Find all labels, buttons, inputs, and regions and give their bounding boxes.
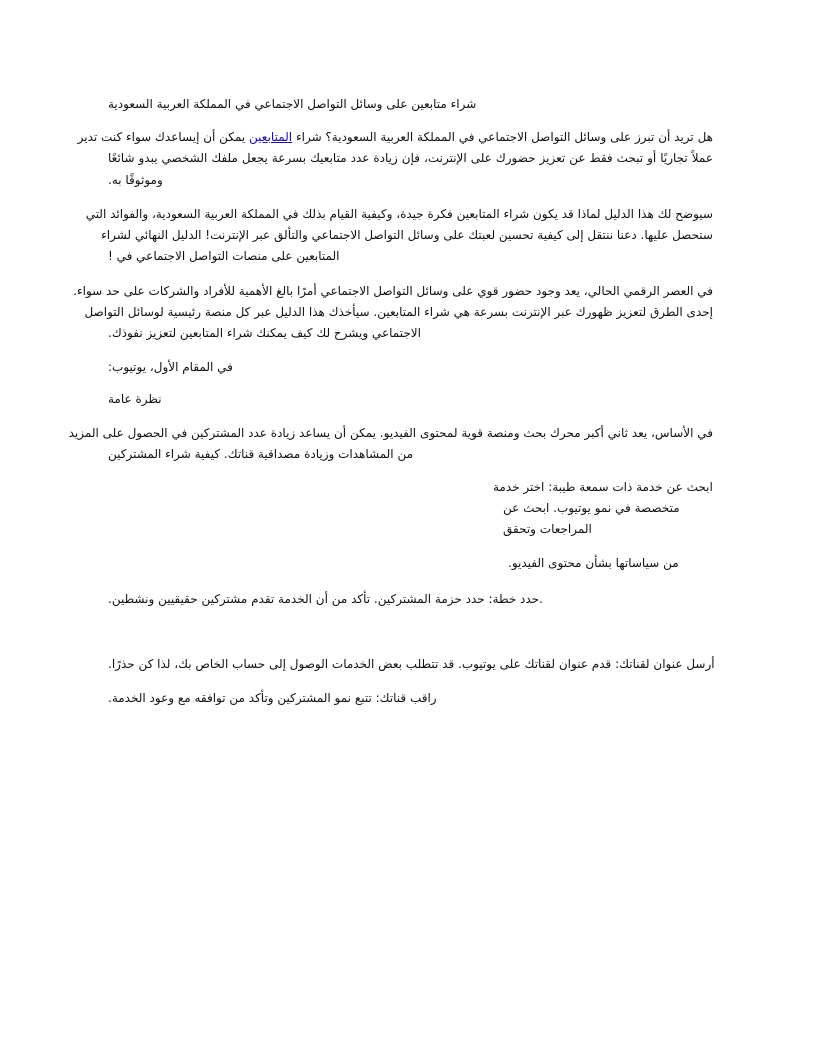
intro-line: عملاً تجاريًا أو تبحث فقط عن تعزيز حضورك على الإنترنت، فإن زيادة عدد متابعيك بسرعة يجعل ملفك الشخصي يبدو شائعًا (108, 151, 713, 165)
era-line: الاجتماعي ويشرح لك كيف يمكنك شراء المتابعين لتعزيز نفوذك. (108, 326, 421, 340)
document-title: شراء متابعين على وسائل التواصل الاجتماعي في المملكة العربية السعودية (108, 97, 477, 111)
monitor-line: راقب قناتك: تتبع نمو المشتركين وتأكد من توافقه مع وعود الخدمة. (108, 691, 437, 705)
intro-text: يمكن أن إيساعدك سواء كنت تدير (77, 130, 246, 144)
intro-line: وموثوقًا به. (108, 173, 163, 187)
era-line: في العصر الرقمي الحالي، يعد وجود حضور قوي على وسائل التواصل الاجتماعي أمرًا بالغ الأهمية للأفراد والشركات على حد سواء. (73, 284, 713, 298)
overview-line: من المشاهدات وزيادة مصداقية قناتك. كيفية شراء المشتركين (108, 447, 414, 461)
step-line: المراجعات وتحقق (503, 522, 592, 536)
intro-line (77, 128, 713, 146)
intro-text: هل تريد أن تبرز على وسائل التواصل الاجتماعي في المملكة العربية السعودية؟ شراء (295, 130, 713, 144)
era-line: إحدى الطرق لتعزيز ظهورك عبر الإنترنت بسرعة هي شراء المتابعين. سيأخذك هذا الدليل عبر كل منصة رئيسية لوسائل التواصل (84, 305, 713, 319)
plan-line: .حدد خطة: حدد حزمة المشتركين. تأكد من أن الخدمة تقدم مشتركين حقيقيين ونشطين. (108, 592, 543, 606)
step-line: متخصصة في نمو يوتيوب. ابحث عن (503, 501, 680, 515)
guide-line: سيوضح لك هذا الدليل لماذا قد يكون شراء المتابعين فكرة جيدة، وكيفية القيام بذلك في المملكة العربية السعودية، والفوائد التي (85, 207, 713, 221)
step-line: من سياساتها بشأن محتوى الفيديو. (508, 556, 679, 570)
step-line: ابحث عن خدمة ذات سمعة طيبة: اختر خدمة (493, 480, 713, 494)
overview-line: في الأساس، يعد ثاني أكبر محرك بحث ومنصة قوية لمحتوى الفيديو. يمكن أن يساعد زيادة عدد المشتركين في الحصول على المزيد (68, 426, 713, 440)
followers-link[interactable]: المتابعين (249, 130, 293, 144)
guide-line: المتابعين على منصات التواصل الاجتماعي في ! (108, 249, 340, 263)
section-heading: في المقام الأول، يوتيوب: (108, 360, 233, 374)
guide-line: ستحصل عليها. دعنا ننتقل إلى كيفية تحسين لعبتك على وسائل التواصل الاجتماعي والتألق عبر الإنترنت! الدليل النهائي لشراء (101, 228, 713, 242)
address-line: أرسل عنوان لقناتك: قدم عنوان لقناتك على يوتيوب. قد تتطلب بعض الخدمات الوصول إلى حساب الخاص بك، لذا كن حذرًا. (108, 657, 715, 671)
overview-heading: نظرة عامة (108, 392, 162, 406)
